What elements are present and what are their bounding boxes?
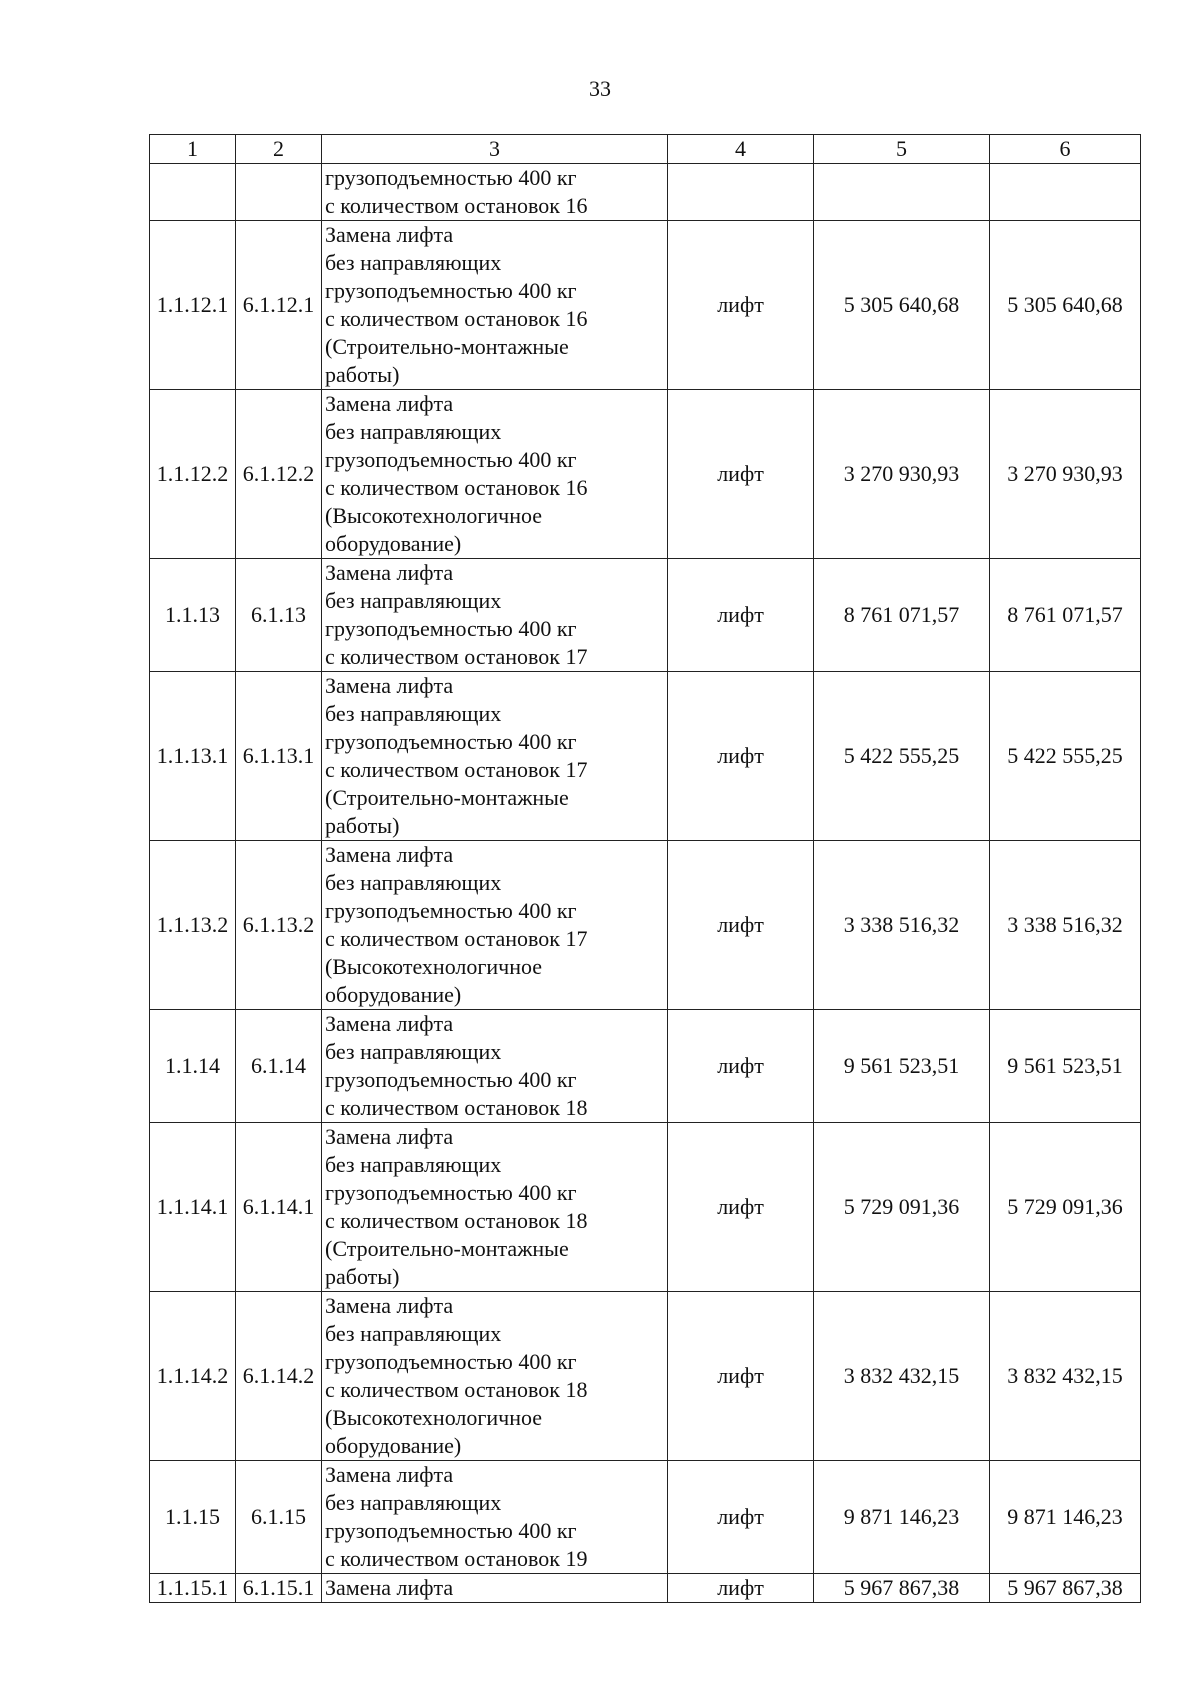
description-line: без направляющих xyxy=(325,419,502,444)
max-cost-value: 9 871 146,23 xyxy=(990,1461,1141,1574)
unit-of-measure: лифт xyxy=(668,1010,814,1123)
description-line: грузоподъемностью 400 кг xyxy=(325,1518,577,1543)
item-number xyxy=(150,164,236,221)
description-line: (Высокотехнологичное xyxy=(325,1405,543,1430)
max-cost-value: 3 338 516,32 xyxy=(990,841,1141,1010)
description-line: работы) xyxy=(325,362,400,387)
description-line: Замена лифта xyxy=(325,1124,454,1149)
description-line: Замена лифта xyxy=(325,560,454,585)
column-header: 3 xyxy=(322,135,668,164)
description-line: без направляющих xyxy=(325,1152,502,1177)
max-cost-value xyxy=(990,164,1141,221)
work-description xyxy=(322,841,668,1010)
unit-of-measure: лифт xyxy=(668,559,814,672)
description-line: с количеством остановок 16 xyxy=(325,306,588,331)
item-code: 6.1.13.2 xyxy=(236,841,322,1010)
item-number: 1.1.12.2 xyxy=(150,390,236,559)
page-number: 33 xyxy=(589,76,611,101)
cost-value: 9 561 523,51 xyxy=(814,1010,990,1123)
unit-of-measure: лифт xyxy=(668,841,814,1010)
work-description xyxy=(322,1461,668,1574)
description-line: Замена лифта xyxy=(325,222,454,247)
description-line: Замена лифта xyxy=(325,1575,454,1600)
cost-value: 3 832 432,15 xyxy=(814,1292,990,1461)
table-row xyxy=(150,559,1141,672)
item-code xyxy=(236,164,322,221)
column-header: 2 xyxy=(236,135,322,164)
description-line: с количеством остановок 19 xyxy=(325,1546,588,1571)
table-row xyxy=(150,1292,1141,1461)
description-line: грузоподъемностью 400 кг xyxy=(325,165,577,190)
item-number: 1.1.14.2 xyxy=(150,1292,236,1461)
table-row xyxy=(150,1010,1141,1123)
unit-of-measure xyxy=(668,164,814,221)
cost-value: 3 338 516,32 xyxy=(814,841,990,1010)
work-description xyxy=(322,1574,668,1603)
unit-of-measure: лифт xyxy=(668,1461,814,1574)
cost-value: 8 761 071,57 xyxy=(814,559,990,672)
item-number: 1.1.13.1 xyxy=(150,672,236,841)
table-row xyxy=(150,390,1141,559)
item-number: 1.1.12.1 xyxy=(150,221,236,390)
item-code: 6.1.12.2 xyxy=(236,390,322,559)
description-line: без направляющих xyxy=(325,250,502,275)
description-line: грузоподъемностью 400 кг xyxy=(325,616,577,641)
unit-of-measure: лифт xyxy=(668,1123,814,1292)
item-code: 6.1.15 xyxy=(236,1461,322,1574)
unit-of-measure: лифт xyxy=(668,672,814,841)
description-line: с количеством остановок 18 xyxy=(325,1208,588,1233)
cost-value: 5 729 091,36 xyxy=(814,1123,990,1292)
description-line: грузоподъемностью 400 кг xyxy=(325,1067,577,1092)
item-code: 6.1.12.1 xyxy=(236,221,322,390)
description-line: с количеством остановок 18 xyxy=(325,1095,588,1120)
description-line: работы) xyxy=(325,813,400,838)
max-cost-value: 9 561 523,51 xyxy=(990,1010,1141,1123)
item-number: 1.1.15.1 xyxy=(150,1574,236,1603)
description-line: без направляющих xyxy=(325,870,502,895)
table-row xyxy=(150,164,1141,221)
cost-value: 5 967 867,38 xyxy=(814,1574,990,1603)
description-line: грузоподъемностью 400 кг xyxy=(325,278,577,303)
column-header: 6 xyxy=(990,135,1141,164)
work-description xyxy=(322,221,668,390)
column-header: 1 xyxy=(150,135,236,164)
unit-of-measure: лифт xyxy=(668,1574,814,1603)
description-line: с количеством остановок 16 xyxy=(325,193,588,218)
description-line: (Высокотехнологичное xyxy=(325,954,543,979)
description-line: (Строительно-монтажные xyxy=(325,785,569,810)
item-code: 6.1.14 xyxy=(236,1010,322,1123)
description-line: без направляющих xyxy=(325,1321,502,1346)
cost-value xyxy=(814,164,990,221)
description-line: оборудование) xyxy=(325,531,462,556)
unit-of-measure: лифт xyxy=(668,221,814,390)
description-line: с количеством остановок 17 xyxy=(325,926,588,951)
unit-of-measure: лифт xyxy=(668,390,814,559)
description-line: оборудование) xyxy=(325,1433,462,1458)
max-cost-value: 8 761 071,57 xyxy=(990,559,1141,672)
description-line: без направляющих xyxy=(325,1039,502,1064)
cost-value: 9 871 146,23 xyxy=(814,1461,990,1574)
item-code: 6.1.14.1 xyxy=(236,1123,322,1292)
work-description xyxy=(322,164,668,221)
lift-replacement-table xyxy=(149,134,1141,1603)
description-line: (Строительно-монтажные xyxy=(325,334,569,359)
item-number: 1.1.14.1 xyxy=(150,1123,236,1292)
description-line: Замена лифта xyxy=(325,1011,454,1036)
table-row xyxy=(150,672,1141,841)
work-description xyxy=(322,1292,668,1461)
cost-value: 3 270 930,93 xyxy=(814,390,990,559)
description-line: с количеством остановок 17 xyxy=(325,757,588,782)
description-line: Замена лифта xyxy=(325,673,454,698)
description-line: с количеством остановок 17 xyxy=(325,644,588,669)
unit-of-measure: лифт xyxy=(668,1292,814,1461)
description-line: грузоподъемностью 400 кг xyxy=(325,729,577,754)
work-description xyxy=(322,1123,668,1292)
item-code: 6.1.13 xyxy=(236,559,322,672)
work-description xyxy=(322,390,668,559)
description-line: Замена лифта xyxy=(325,1293,454,1318)
description-line: оборудование) xyxy=(325,982,462,1007)
item-code: 6.1.13.1 xyxy=(236,672,322,841)
description-line: Замена лифта xyxy=(325,842,454,867)
table-row xyxy=(150,1574,1141,1603)
description-line: без направляющих xyxy=(325,1490,502,1515)
table-row xyxy=(150,221,1141,390)
item-code: 6.1.15.1 xyxy=(236,1574,322,1603)
description-line: (Высокотехнологичное xyxy=(325,503,543,528)
description-line: без направляющих xyxy=(325,701,502,726)
table-row xyxy=(150,1123,1141,1292)
table-row xyxy=(150,1461,1141,1574)
item-code: 6.1.14.2 xyxy=(236,1292,322,1461)
description-line: (Строительно-монтажные xyxy=(325,1236,569,1261)
description-line: работы) xyxy=(325,1264,400,1289)
max-cost-value: 5 729 091,36 xyxy=(990,1123,1141,1292)
description-line: грузоподъемностью 400 кг xyxy=(325,1180,577,1205)
max-cost-value: 3 270 930,93 xyxy=(990,390,1141,559)
max-cost-value: 5 422 555,25 xyxy=(990,672,1141,841)
description-line: без направляющих xyxy=(325,588,502,613)
column-header: 5 xyxy=(814,135,990,164)
description-line: Замена лифта xyxy=(325,1462,454,1487)
cost-value: 5 305 640,68 xyxy=(814,221,990,390)
item-number: 1.1.13 xyxy=(150,559,236,672)
description-line: грузоподъемностью 400 кг xyxy=(325,898,577,923)
item-number: 1.1.13.2 xyxy=(150,841,236,1010)
description-line: грузоподъемностью 400 кг xyxy=(325,447,577,472)
description-line: с количеством остановок 16 xyxy=(325,475,588,500)
table-header-row xyxy=(150,135,1141,164)
column-header: 4 xyxy=(668,135,814,164)
max-cost-value: 5 305 640,68 xyxy=(990,221,1141,390)
work-description xyxy=(322,559,668,672)
max-cost-value: 3 832 432,15 xyxy=(990,1292,1141,1461)
work-description xyxy=(322,1010,668,1123)
cost-value: 5 422 555,25 xyxy=(814,672,990,841)
item-number: 1.1.14 xyxy=(150,1010,236,1123)
description-line: Замена лифта xyxy=(325,391,454,416)
description-line: грузоподъемностью 400 кг xyxy=(325,1349,577,1374)
max-cost-value: 5 967 867,38 xyxy=(990,1574,1141,1603)
description-line: с количеством остановок 18 xyxy=(325,1377,588,1402)
work-description xyxy=(322,672,668,841)
table-row xyxy=(150,841,1141,1010)
item-number: 1.1.15 xyxy=(150,1461,236,1574)
